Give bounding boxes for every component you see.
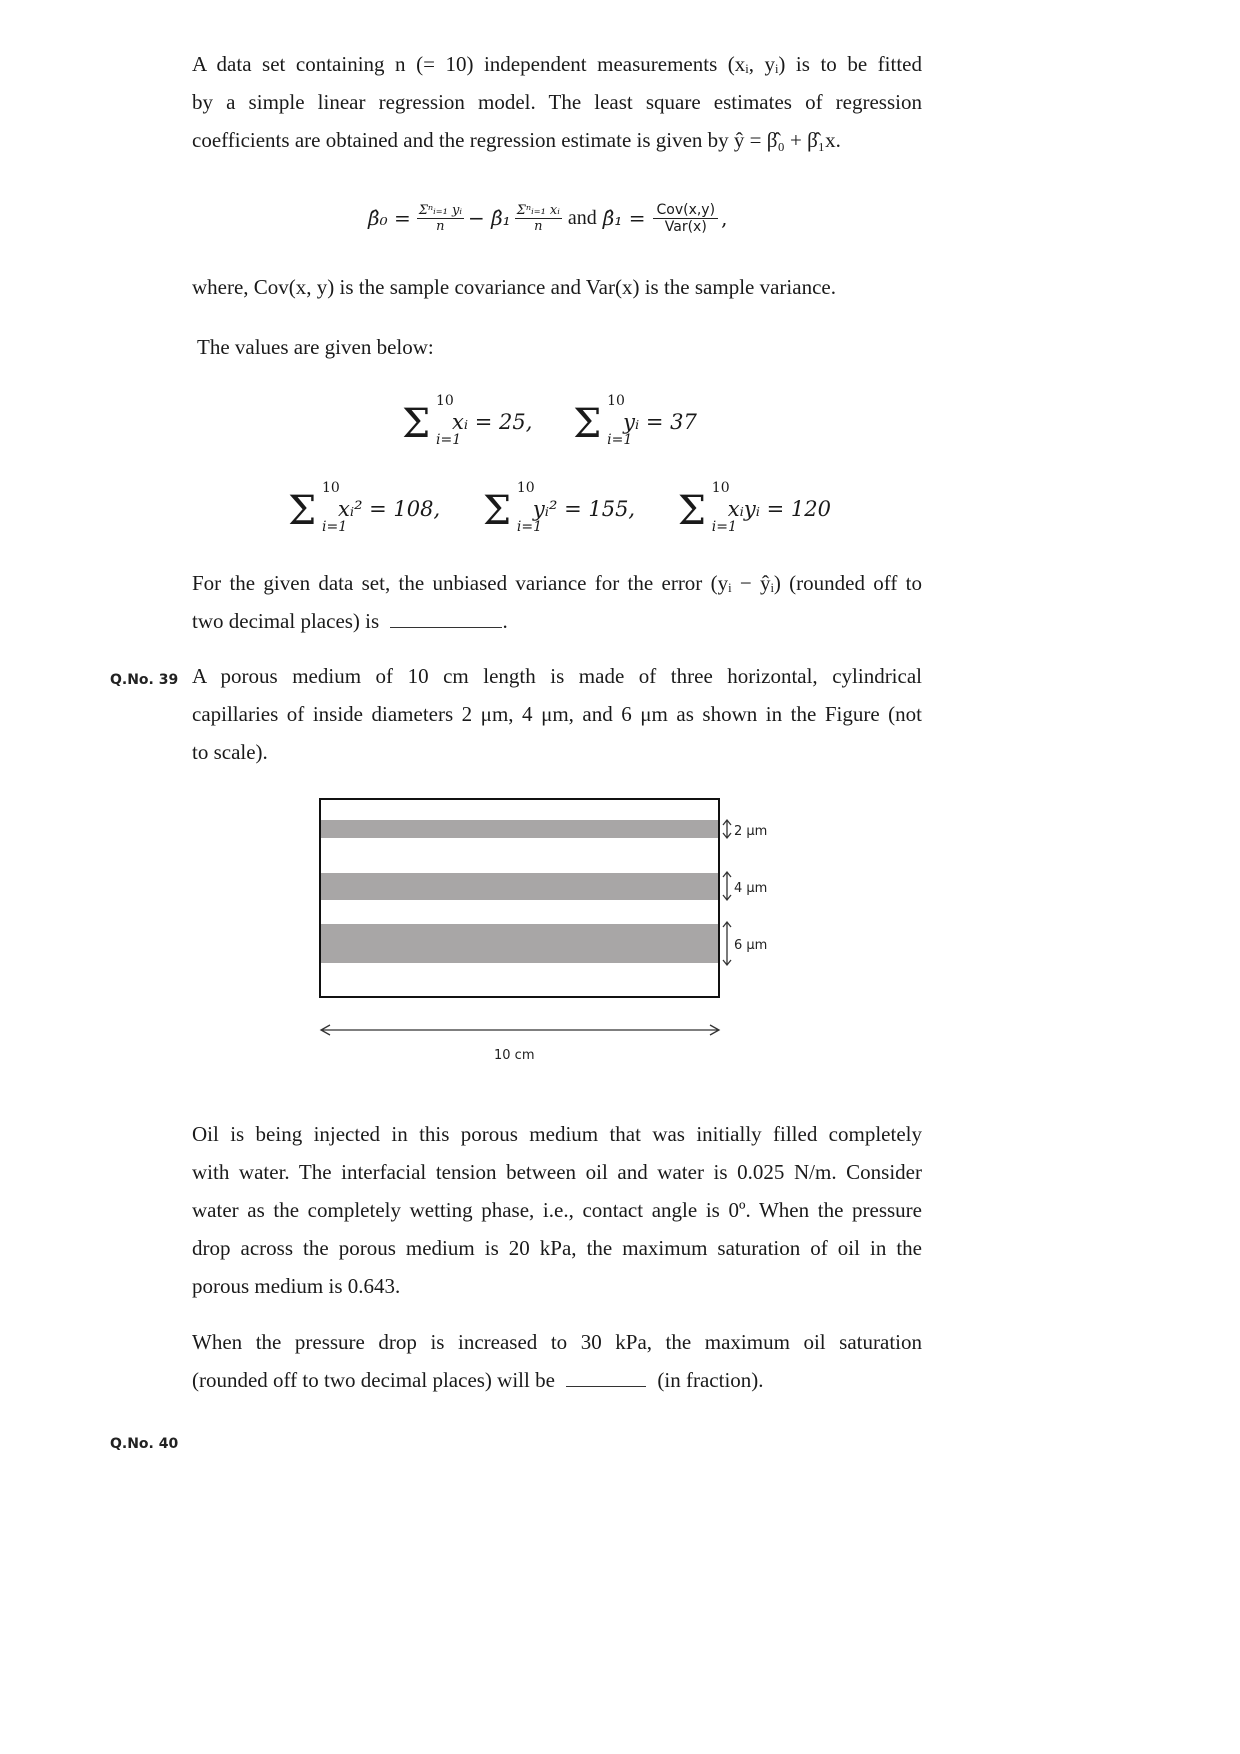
sum-x-squared (288, 480, 441, 535)
capillary-4um (321, 873, 718, 900)
sum-upper-limit: 10 (322, 480, 340, 496)
fraction-sum-x-denominator: n (534, 218, 543, 234)
q38-question-line-1: For the given data set, the unbiased variance for the error (yᵢ − ŷᵢ) (rounded off to (192, 571, 922, 595)
label-length: 10 cm (494, 1048, 535, 1063)
q38-values-intro (197, 328, 927, 366)
q38-question-line-2 (192, 602, 922, 640)
fraction-sum-x-numerator: Σⁿᵢ₌₁ xᵢ (516, 202, 560, 218)
porous-medium-figure (0, 790, 1240, 1120)
q38-intro-line-3: coefficients are obtained and the regression estimate is given by ŷ = β̂₀ + β̂₁x. (192, 128, 841, 152)
sum-lower-limit: i=1 (607, 432, 633, 448)
q38-intro-line-2: by a simple linear regression model. The least square estimates of regression (192, 90, 922, 114)
values-intro-text: The values are given below: (197, 335, 434, 359)
sigma-symbol: Σ (482, 488, 512, 534)
sum-upper-limit: 10 (711, 480, 730, 496)
q38-question-line-2-text: two decimal places) is (192, 609, 380, 633)
question-number-40: Q.No. 40 (110, 1436, 179, 1452)
question-number-39: Q.No. 39 (110, 672, 179, 688)
fraction-cov-var (653, 202, 718, 235)
q38-intro (192, 45, 922, 159)
beta1-lhs: β̂₁ = (602, 206, 646, 230)
q38-question-period: . (502, 609, 508, 633)
fraction-sum-y-numerator: Σⁿᵢ₌₁ yᵢ (418, 202, 462, 218)
q39-ask-line-2-start: (rounded off to two decimal places) will be (192, 1368, 555, 1392)
q39-body (192, 1115, 922, 1305)
q39-ask (192, 1323, 922, 1399)
sum-lower-limit: i=1 (436, 432, 462, 448)
sum-x (402, 393, 533, 448)
sum-lower-limit: i=1 (322, 519, 348, 535)
q39-intro-line-1: A porous medium of 10 cm length is made of three horizontal, cylindrical (192, 664, 922, 688)
fraction-sum-x (515, 203, 562, 234)
minus-beta1: − β̂₁ (467, 206, 511, 230)
q38-question (192, 564, 922, 640)
q39-ask-line-1: When the pressure drop is increased to 30 kPa, the maximum oil saturation (192, 1330, 922, 1354)
q39-ask-line-2 (192, 1361, 922, 1399)
sum-x2-value: xᵢ² = 108, (338, 497, 441, 521)
q39-intro-line-3: to scale). (192, 740, 268, 764)
label-4um: 4 μm (734, 881, 768, 896)
sum-y-value: yᵢ = 37 (623, 410, 697, 434)
q39-intro (192, 657, 922, 771)
formula-comma: , (721, 206, 728, 230)
sum-xy-value: xᵢyᵢ = 120 (727, 497, 831, 521)
sum-lower-limit: i=1 (711, 519, 737, 535)
q38-intro-line-1: A data set containing n (= 10) independent measurements (xᵢ, yᵢ) is to be fitted (192, 52, 922, 76)
sum-upper-limit: 10 (436, 393, 454, 409)
sigma-symbol: Σ (402, 401, 431, 447)
capillary-6um (321, 924, 718, 963)
q38-where (192, 268, 922, 306)
q39-body-line-3: water as the completely wetting phase, i.e., contact angle is 0º. When the pressure (192, 1198, 922, 1222)
sum-y (573, 393, 697, 448)
sum-upper-limit: 10 (607, 393, 625, 409)
sum-lower-limit: i=1 (516, 519, 543, 535)
regression-formula (368, 196, 727, 240)
q39-body-line-4: drop across the porous medium is 20 kPa, the maximum saturation of oil in the (192, 1236, 922, 1260)
q39-ask-line-2-end: (in fraction). (657, 1368, 764, 1392)
sums-row-1 (402, 393, 703, 448)
beta0-lhs: β̂₀ = (368, 206, 411, 230)
label-6um: 6 μm (734, 938, 768, 953)
q39-body-line-2: with water. The interfacial tension between oil and water is 0.025 N/m. Consider (192, 1160, 922, 1184)
formula-and: and (567, 206, 597, 229)
q39-body-line-5: porous medium is 0.643. (192, 1274, 401, 1298)
where-text: where, Cov(x, y) is the sample covariance and Var(x) is the sample variance. (192, 275, 836, 299)
fraction-cov-numerator: Cov(x,y) (653, 202, 718, 219)
label-2um: 2 μm (734, 824, 768, 839)
sigma-symbol: Σ (573, 401, 602, 447)
fraction-sum-y-denominator: n (436, 218, 445, 234)
sum-y-squared (482, 480, 636, 535)
q39-body-line-1: Oil is being injected in this porous medium that was initially filled completely (192, 1122, 922, 1146)
fraction-sum-y (417, 203, 464, 234)
sum-y2-value: yᵢ² = 155, (532, 497, 636, 521)
sum-xy (677, 480, 831, 535)
fraction-var-denominator: Var(x) (664, 218, 707, 235)
answer-blank[interactable] (566, 1386, 646, 1387)
capillary-2um (321, 820, 718, 838)
sum-x-value: xᵢ = 25, (452, 410, 533, 434)
answer-blank[interactable] (390, 627, 502, 628)
sigma-symbol: Σ (288, 488, 317, 534)
sum-upper-limit: 10 (516, 480, 535, 496)
sums-row-2 (288, 480, 837, 535)
q39-intro-line-2: capillaries of inside diameters 2 μm, 4 μm, and 6 μm as shown in the Figure (not (192, 702, 922, 726)
sigma-symbol: Σ (677, 488, 707, 534)
